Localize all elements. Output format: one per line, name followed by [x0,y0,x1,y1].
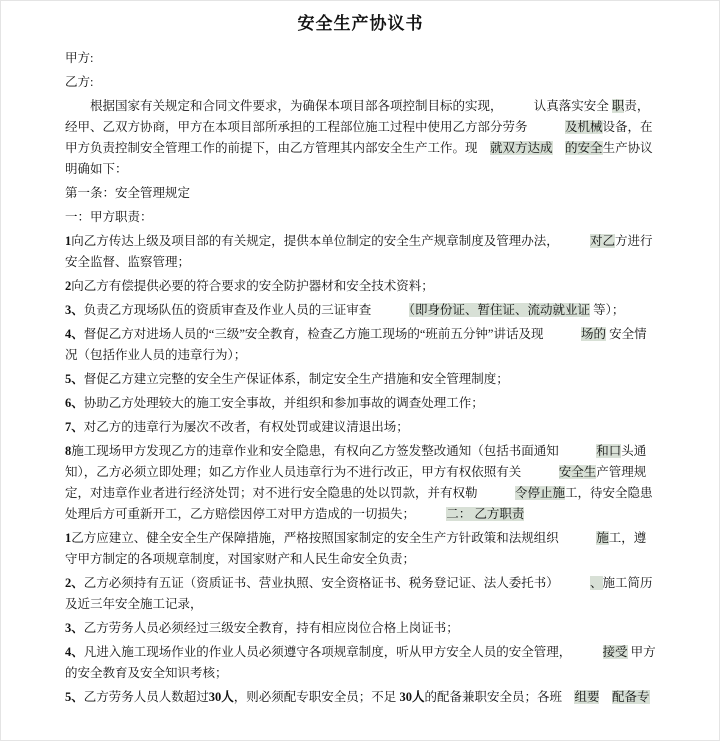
text-run: 5、 [65,690,84,704]
text-run: 生产协议明确如下： [65,141,653,176]
heading-article-1 [65,183,656,204]
clause-b4 [65,642,656,684]
clause-a7 [65,417,656,438]
text-run: 等）； [590,303,625,317]
text-run: （即身份证、暂住证、流动就业证 [408,303,591,317]
party-b-line: 乙方: [65,75,94,89]
clause-b5 [65,687,656,708]
text-run: 督促乙方对进场人员的“三级”安全教育，检查乙方施工现场的“班前五分钟”讲话及现 [83,327,581,341]
text-run: 和口 [596,444,622,458]
text-run: 施 [596,531,609,545]
clause-a1 [65,231,656,273]
text-run: 组要 [574,690,600,704]
text-run [599,690,612,704]
subheading-party-a-duties [65,207,656,228]
text-run: ，则必须配专职安全员；不足 [233,690,400,704]
text-run: 6、 [65,396,84,410]
text-run: 协助乙方处理较大的施工安全事故，并组织和参加事故的调查处理工作； [83,396,484,410]
text-run: 设备，在甲方负责控制安全管理工作的前提下，由乙方管理其内部安全生产工作。现 [65,120,653,155]
text-run: 头通知），乙方必须立即处理；如乙方作业人员违章行为不进行改正，甲方有权依照有关 [65,444,647,479]
text-run: 配备专 [612,690,650,704]
text-run: 甲方的安全教育及安全知识考核； [65,645,656,680]
text-run: 、 [590,576,603,590]
clause-b3 [65,618,656,639]
text-run: 负责乙方现场队伍的资质审查及作业人员的三证审查 [83,303,409,317]
text-run: 1 [65,234,72,248]
text-run: 的配备兼职安全员；各班 [424,690,575,704]
text-run: 4、 [65,327,84,341]
text-run: 令停止施 [515,486,566,500]
text-run: 2、 [65,576,84,590]
text-run: 乙方应建立、健全安全生产保障措施，严格按照国家制定的安全生产方针政策和法规组织 [71,531,597,545]
text-run: 一：甲方职责： [65,210,153,224]
text-run: 工，待安全隐患处理后方可重新开工，乙方赔偿因停工对甲方造成的一切损失； [65,486,653,521]
text-run: 1 [65,531,72,545]
text-run: 30人 [208,690,234,704]
clause-a5 [65,369,656,390]
text-run: 2 [65,279,72,293]
text-run: 乙方劳务人员必须经过三级安全教育，持有相应岗位合格上岗证书； [83,621,459,635]
clause-a4 [65,324,656,366]
text-run: 乙方劳务人员人数超过 [83,690,209,704]
text-run: 产管理规定，对违章作业者进行经济处罚；对不进行安全隐患的处以罚款，并有权勒 [65,465,647,500]
text-run: 第一条：安全管理规定 [65,186,191,200]
text-run: 安全生 [558,465,597,479]
clause-b1 [65,528,656,570]
document-title: 安全生产协议书 [297,14,424,33]
text-run: 7、 [65,420,84,434]
text-run: 场的 [580,327,606,341]
text-run: 凡进入施工现场作业的作业人员必须遵守各项规章制度，听从甲方安全人员的安全管理， [83,645,603,659]
text-run: 向乙方有偿提供必要的符合要求的安全防护器材和安全技术资料； [71,279,434,293]
text-run [553,141,566,155]
text-run: 根据国家有关规定和合同文件要求，为确保本项目部各项控制目标的实现， 认真落实安全 [90,99,612,113]
text-run: 4、 [65,645,84,659]
text-run: 乙方必须持有五证（资质证书、营业执照、安全资格证书、税务登记证、法人委托书） [83,576,591,590]
text-run: 二： 乙方职责 [446,507,525,521]
text-run: 及机械 [565,120,603,134]
clause-a6 [65,393,656,414]
clause-a3 [65,300,656,321]
text-run: 5、 [65,372,84,386]
clause-a2 [65,276,656,297]
party-a-line: 甲方: [65,51,94,65]
text-run: 向乙方传达上级及项目部的有关规定，提供本单位制定的安全生产规章制度及管理办法， [71,234,591,248]
text-run: 对乙方的违章行为屡次不改者，有权处罚或建议清退出场； [83,420,409,434]
clause-a8 [65,441,656,525]
text-run: 工，遵守甲方制定的各项规章制度，对国家财产和人民生命安全负责； [65,531,647,566]
text-run: 责，经甲、乙双方协商，甲方在本项目部所承担的工程部位施工过程中使用乙方部分劳务 [65,99,650,134]
text-run: 8 [65,444,72,458]
text-run: 30人 [399,690,425,704]
text-run: 的安全 [565,141,603,155]
text-run: 施工现场甲方发现乙方的违章作业和安全隐患，有权向乙方签发整改通知（包括书面通知 [71,444,597,458]
text-run: 施工简历及近三年安全施工记录， [65,576,653,611]
text-run: 对乙 [590,234,616,248]
clause-b2 [65,573,656,615]
text-run: 就双方达成 [490,141,553,155]
text-run: 督促乙方建立完整的安全生产保证体系，制定安全生产措施和安全管理制度； [83,372,509,386]
text-run: 接受 [602,645,628,659]
text-run: 3、 [65,621,84,635]
text-run: 3、 [65,303,84,317]
paragraph-intro [65,96,656,180]
text-run: 方进行安全监督、监察管理； [65,234,653,269]
text-run: 职 [611,99,625,113]
text-run: 安全情况（包括作业人员的违章行为）； [65,327,647,362]
